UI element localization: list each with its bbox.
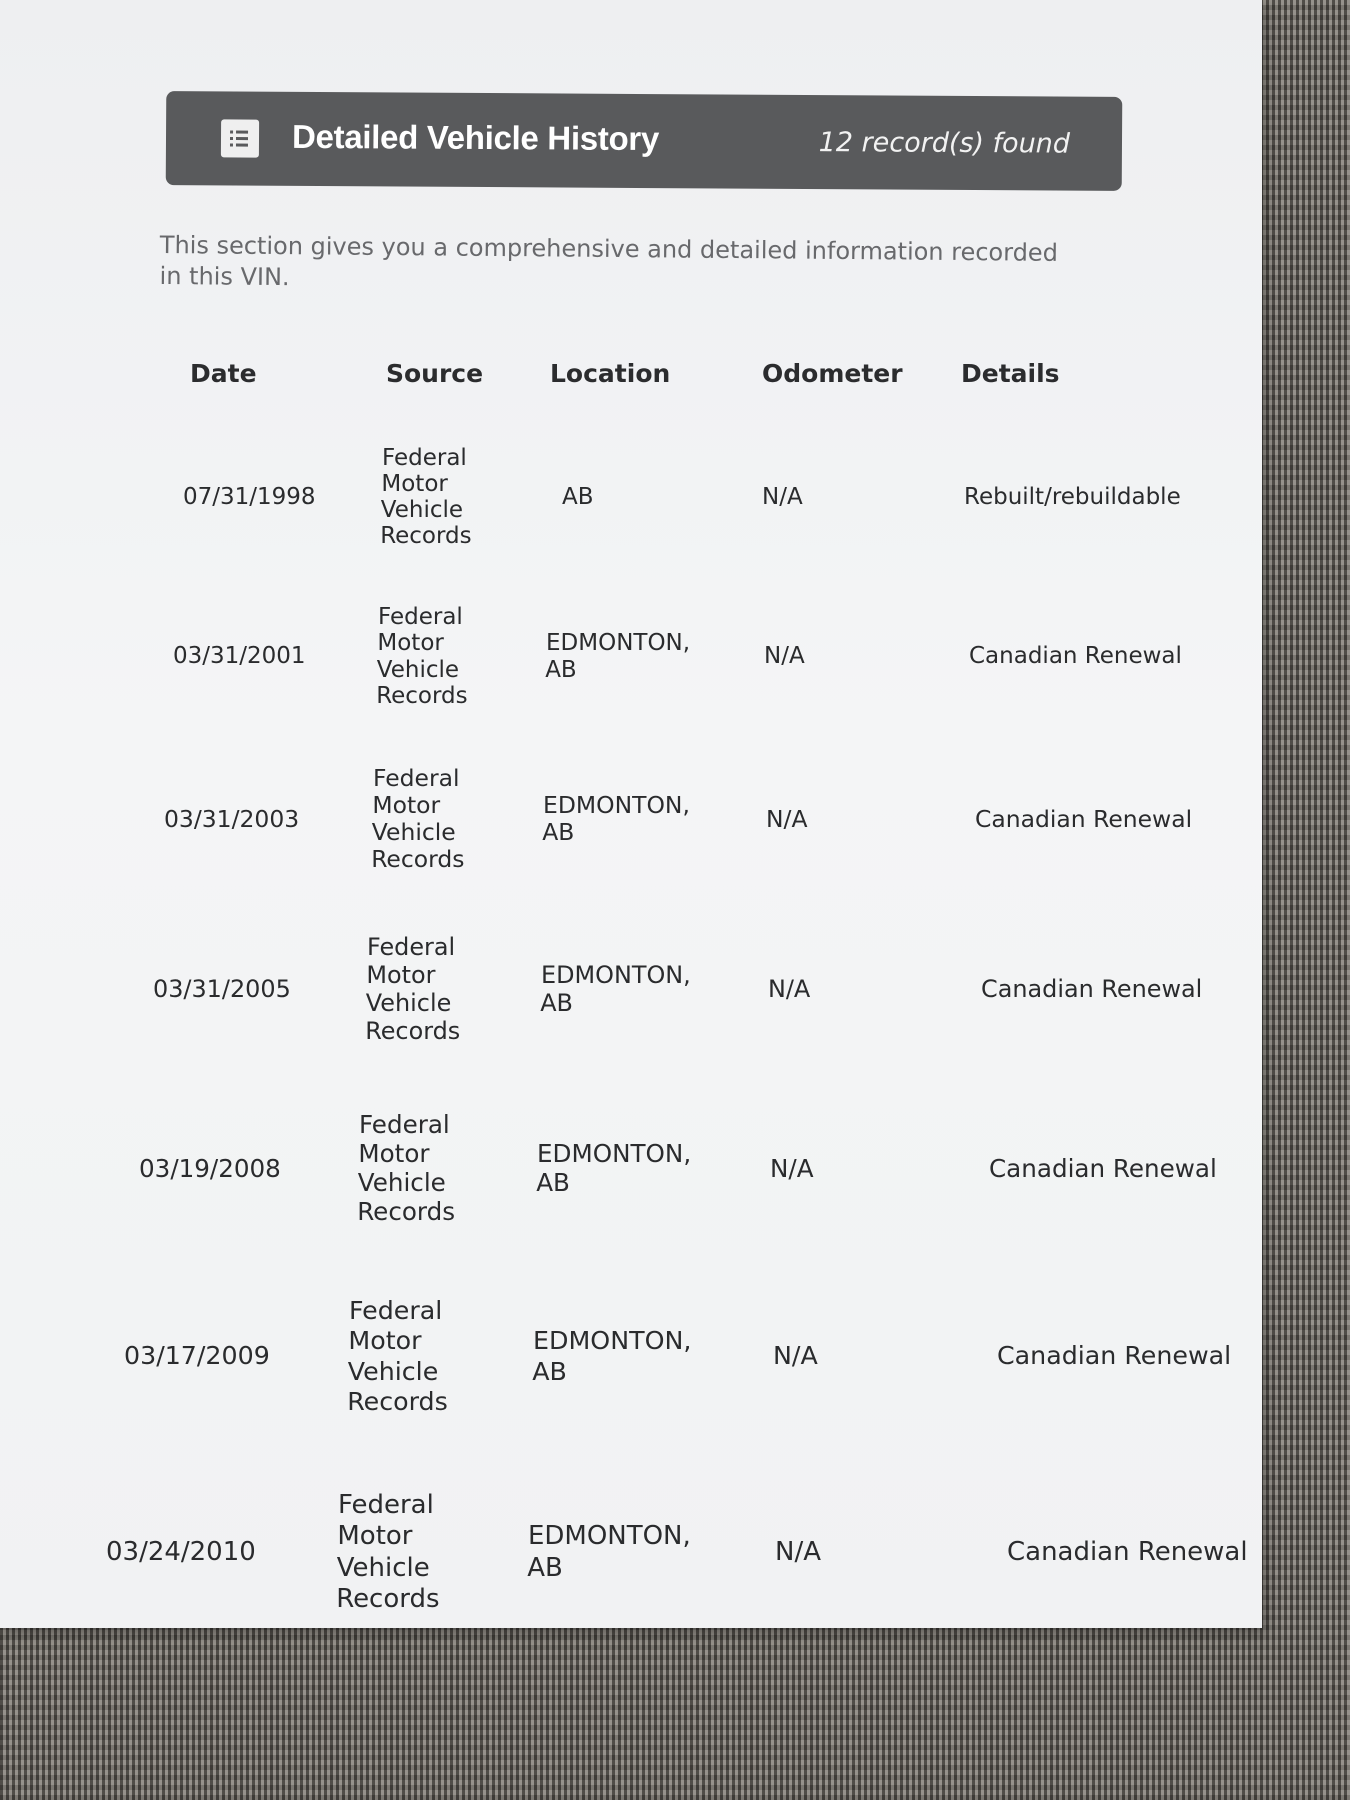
row-source-line: Vehicle xyxy=(380,497,464,523)
row-date: 03/19/2008 xyxy=(139,1153,281,1183)
row-source-line: Motor xyxy=(358,1139,430,1169)
row-location-line: EDMONTON, xyxy=(537,1139,692,1169)
row-source-line: Motor xyxy=(337,1521,413,1552)
row-details: Canadian Renewal xyxy=(997,1341,1232,1371)
row-odometer: N/A xyxy=(773,1341,818,1371)
column-header-details: Details xyxy=(961,359,1060,388)
row-location-line: EDMONTON, xyxy=(543,791,690,820)
row-date: 03/31/2001 xyxy=(173,643,306,670)
column-header-date: Date xyxy=(190,359,257,388)
row-date: 03/17/2009 xyxy=(124,1341,270,1371)
section-description: This section gives you a comprehensive and detailed information recorded in this VIN. xyxy=(159,230,1058,292)
column-header-location: Location xyxy=(550,359,671,388)
row-source-line: Vehicle xyxy=(371,818,456,847)
row-date: 03/31/2005 xyxy=(153,975,291,1004)
row-source-line: Records xyxy=(347,1386,448,1416)
row-source-line: Records xyxy=(380,523,472,549)
row-source-line: Federal xyxy=(378,604,463,630)
row-odometer: N/A xyxy=(768,975,811,1004)
row-source-line: Vehicle xyxy=(357,1168,446,1198)
row-source-line: Federal xyxy=(367,933,456,961)
row-odometer: N/A xyxy=(775,1537,821,1568)
row-details: Canadian Renewal xyxy=(989,1153,1217,1183)
row-location-line: EDMONTON, xyxy=(546,630,691,657)
row-date: 07/31/1998 xyxy=(183,484,316,510)
row-location-line: AB xyxy=(545,656,577,683)
row-source-line: Motor xyxy=(366,961,436,989)
row-location-line: AB xyxy=(527,1552,563,1583)
column-header-source: Source xyxy=(386,359,484,388)
row-details: Canadian Renewal xyxy=(969,643,1182,670)
section-title: Detailed Vehicle History xyxy=(291,117,660,158)
row-source-line: Records xyxy=(336,1584,440,1615)
row-location-line: AB xyxy=(562,484,594,510)
row-source-line: Federal xyxy=(359,1110,450,1139)
row-date: 03/31/2003 xyxy=(164,804,300,833)
row-source-line: Records xyxy=(365,1017,461,1046)
row-odometer: N/A xyxy=(762,484,803,510)
row-source-line: Vehicle xyxy=(347,1356,439,1386)
row-odometer: N/A xyxy=(766,804,808,833)
row-odometer: N/A xyxy=(764,643,805,670)
row-source-line: Vehicle xyxy=(365,989,452,1018)
row-source-line: Motor xyxy=(381,471,448,497)
row-location-line: EDMONTON, xyxy=(533,1326,692,1356)
column-header-odometer: Odometer xyxy=(762,359,903,388)
row-details: Canadian Renewal xyxy=(981,975,1203,1004)
row-location-line: AB xyxy=(540,989,573,1018)
row-location-line: AB xyxy=(532,1356,567,1386)
row-source-line: Records xyxy=(357,1197,456,1227)
row-source-line: Motor xyxy=(348,1326,422,1356)
row-source-line: Federal xyxy=(349,1296,443,1325)
row-source-line: Federal xyxy=(338,1490,434,1520)
row-location-line: AB xyxy=(542,818,575,847)
row-details: Canadian Renewal xyxy=(1007,1537,1248,1568)
row-source-line: Vehicle xyxy=(376,656,460,683)
row-location-line: EDMONTON, xyxy=(541,961,691,989)
row-source-line: Motor xyxy=(377,630,444,657)
row-details: Rebuilt/rebuildable xyxy=(964,484,1181,510)
row-source-line: Federal xyxy=(373,764,460,792)
row-source-line: Federal xyxy=(382,445,467,471)
row-location-line: EDMONTON, xyxy=(528,1521,691,1552)
record-count: 12 record(s) found xyxy=(818,127,1071,160)
row-date: 03/24/2010 xyxy=(106,1537,256,1568)
row-details: Canadian Renewal xyxy=(975,804,1193,833)
row-location-line: AB xyxy=(536,1168,570,1198)
row-odometer: N/A xyxy=(770,1153,814,1183)
row-source-line: Records xyxy=(376,682,468,709)
row-source-line: Vehicle xyxy=(336,1552,430,1583)
row-source-line: Records xyxy=(371,845,465,874)
row-source-line: Motor xyxy=(372,791,441,820)
